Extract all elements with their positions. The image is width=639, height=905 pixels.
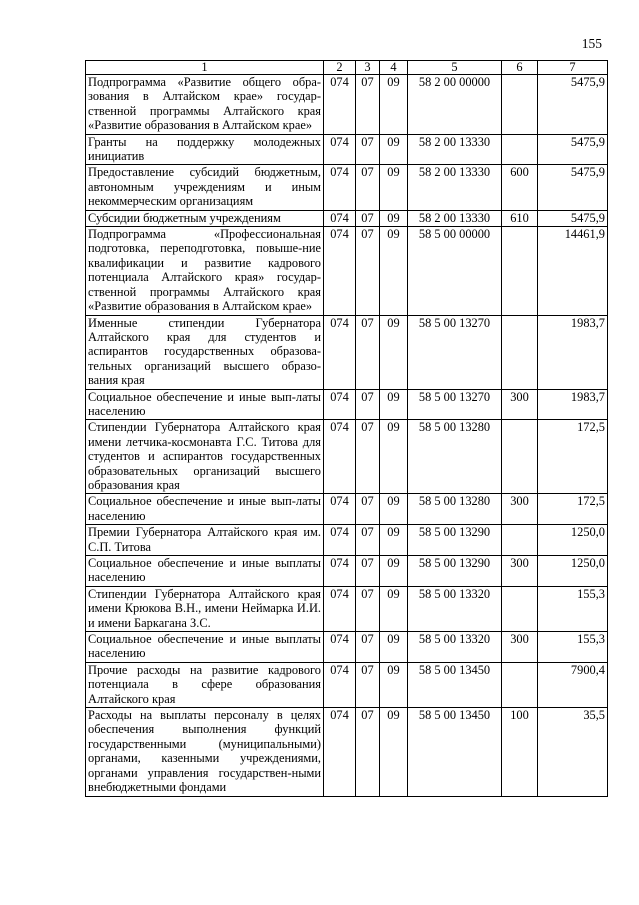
expense-type-code: 100 [502, 708, 538, 796]
table-row [86, 708, 608, 796]
amount: 5475,9 [538, 210, 608, 226]
page-number: 155 [581, 36, 602, 51]
amount: 172,5 [538, 494, 608, 525]
target-article-code: 58 5 00 13270 [408, 315, 502, 389]
table-row [86, 420, 608, 494]
amount: 5475,9 [538, 75, 608, 135]
section-code: 07 [356, 227, 380, 315]
target-article-code: 58 5 00 13290 [408, 525, 502, 556]
amount: 172,5 [538, 420, 608, 494]
ministry-code: 074 [324, 586, 356, 631]
expense-name: Подпрограмма «Развитие общего обра-зования в Алтайском крае» государ-ственной программы Алтайского края «Развитие образования в Алтайском крае» [86, 75, 324, 135]
target-article-code: 58 5 00 00000 [408, 227, 502, 315]
ministry-code: 074 [324, 315, 356, 389]
expense-name: Социальное обеспечение и иные выплаты населению [86, 556, 324, 587]
expense-type-code [502, 227, 538, 315]
table-row [86, 75, 608, 135]
section-code: 07 [356, 210, 380, 226]
expense-type-code: 300 [502, 494, 538, 525]
expense-name: Именные стипендии Губернатора Алтайского края для студентов и аспирантов государственных образова-тельных организаций высшего образо-вания края [86, 315, 324, 389]
ministry-code: 074 [324, 420, 356, 494]
subsection-code: 09 [380, 75, 408, 135]
amount: 35,5 [538, 708, 608, 796]
expense-name: Прочие расходы на развитие кадрового потенциала в сфере образования Алтайского края [86, 662, 324, 707]
section-code: 07 [356, 708, 380, 796]
subsection-code: 09 [380, 632, 408, 663]
ministry-code: 074 [324, 75, 356, 135]
amount: 5475,9 [538, 165, 608, 210]
section-code: 07 [356, 494, 380, 525]
expense-type-code [502, 662, 538, 707]
target-article-code: 58 2 00 00000 [408, 75, 502, 135]
table-row [86, 556, 608, 587]
table-row [86, 525, 608, 556]
section-code: 07 [356, 662, 380, 707]
table-row [86, 210, 608, 226]
expense-type-code [502, 420, 538, 494]
expense-type-code [502, 75, 538, 135]
subsection-code: 09 [380, 210, 408, 226]
ministry-code: 074 [324, 525, 356, 556]
column-header: 3 [356, 61, 380, 75]
table-row [86, 227, 608, 315]
subsection-code: 09 [380, 494, 408, 525]
expense-name: Социальное обеспечение и иные вып-латы населению [86, 389, 324, 420]
section-code: 07 [356, 165, 380, 210]
section-code: 07 [356, 632, 380, 663]
target-article-code: 58 5 00 13450 [408, 662, 502, 707]
ministry-code: 074 [324, 165, 356, 210]
table-row [86, 134, 608, 165]
section-code: 07 [356, 389, 380, 420]
target-article-code: 58 5 00 13280 [408, 494, 502, 525]
table-row [86, 662, 608, 707]
amount: 1983,7 [538, 315, 608, 389]
section-code: 07 [356, 556, 380, 587]
table-row [86, 315, 608, 389]
ministry-code: 074 [324, 632, 356, 663]
ministry-code: 074 [324, 662, 356, 707]
expense-type-code: 300 [502, 556, 538, 587]
table-row [86, 389, 608, 420]
expense-name: Предоставление субсидий бюджетным, автономным учреждениям и иным некоммерческим организациям [86, 165, 324, 210]
ministry-code: 074 [324, 494, 356, 525]
subsection-code: 09 [380, 389, 408, 420]
section-code: 07 [356, 525, 380, 556]
expense-type-code [502, 586, 538, 631]
target-article-code: 58 5 00 13280 [408, 420, 502, 494]
expense-type-code: 610 [502, 210, 538, 226]
budget-table [85, 60, 608, 797]
subsection-code: 09 [380, 134, 408, 165]
subsection-code: 09 [380, 586, 408, 631]
column-header: 1 [86, 61, 324, 75]
expense-name: Премии Губернатора Алтайского края им. С.П. Титова [86, 525, 324, 556]
expense-name: Субсидии бюджетным учреждениям [86, 210, 324, 226]
table-row [86, 632, 608, 663]
subsection-code: 09 [380, 227, 408, 315]
subsection-code: 09 [380, 420, 408, 494]
expense-name: Расходы на выплаты персоналу в целях обеспечения выполнения функций государственными (муниципальными) органами, казенными учреждениями, органами управления государствен-ными внебюджетными фондами [86, 708, 324, 796]
ministry-code: 074 [324, 227, 356, 315]
column-header: 5 [408, 61, 502, 75]
table-row [86, 494, 608, 525]
amount: 155,3 [538, 586, 608, 631]
expense-name: Гранты на поддержку молодежных инициатив [86, 134, 324, 165]
amount: 5475,9 [538, 134, 608, 165]
ministry-code: 074 [324, 134, 356, 165]
subsection-code: 09 [380, 315, 408, 389]
target-article-code: 58 5 00 13320 [408, 632, 502, 663]
column-header: 6 [502, 61, 538, 75]
section-code: 07 [356, 315, 380, 389]
subsection-code: 09 [380, 165, 408, 210]
expense-type-code [502, 134, 538, 165]
subsection-code: 09 [380, 662, 408, 707]
column-header: 7 [538, 61, 608, 75]
expense-type-code: 300 [502, 389, 538, 420]
ministry-code: 074 [324, 556, 356, 587]
ministry-code: 074 [324, 708, 356, 796]
column-header: 2 [324, 61, 356, 75]
subsection-code: 09 [380, 525, 408, 556]
amount: 7900,4 [538, 662, 608, 707]
target-article-code: 58 2 00 13330 [408, 165, 502, 210]
expense-name: Стипендии Губернатора Алтайского края имени Крюкова В.Н., имени Неймарка И.И. и имени Баркагана З.С. [86, 586, 324, 631]
column-header: 4 [380, 61, 408, 75]
ministry-code: 074 [324, 389, 356, 420]
header-row [86, 61, 608, 75]
amount: 1250,0 [538, 525, 608, 556]
target-article-code: 58 2 00 13330 [408, 210, 502, 226]
table-row [86, 586, 608, 631]
expense-type-code [502, 315, 538, 389]
section-code: 07 [356, 420, 380, 494]
ministry-code: 074 [324, 210, 356, 226]
target-article-code: 58 5 00 13320 [408, 586, 502, 631]
section-code: 07 [356, 75, 380, 135]
amount: 14461,9 [538, 227, 608, 315]
target-article-code: 58 2 00 13330 [408, 134, 502, 165]
target-article-code: 58 5 00 13290 [408, 556, 502, 587]
target-article-code: 58 5 00 13270 [408, 389, 502, 420]
expense-type-code: 600 [502, 165, 538, 210]
amount: 1250,0 [538, 556, 608, 587]
expense-name: Социальное обеспечение и иные вып-латы населению [86, 494, 324, 525]
amount: 1983,7 [538, 389, 608, 420]
expense-type-code [502, 525, 538, 556]
expense-name: Стипендии Губернатора Алтайского края имени летчика-космонавта Г.С. Титова для студентов и аспирантов государственных образовательных организаций высшего образования края [86, 420, 324, 494]
subsection-code: 09 [380, 556, 408, 587]
amount: 155,3 [538, 632, 608, 663]
section-code: 07 [356, 586, 380, 631]
section-code: 07 [356, 134, 380, 165]
target-article-code: 58 5 00 13450 [408, 708, 502, 796]
expense-type-code: 300 [502, 632, 538, 663]
expense-name: Социальное обеспечение и иные выплаты населению [86, 632, 324, 663]
subsection-code: 09 [380, 708, 408, 796]
table-row [86, 165, 608, 210]
expense-name: Подпрограмма «Профессиональная подготовка, переподготовка, повыше-ние квалификации и развитие кадрового потенциала Алтайского края» государ-ственной программы Алтайского края «Развитие образования в Алтайском крае» [86, 227, 324, 315]
